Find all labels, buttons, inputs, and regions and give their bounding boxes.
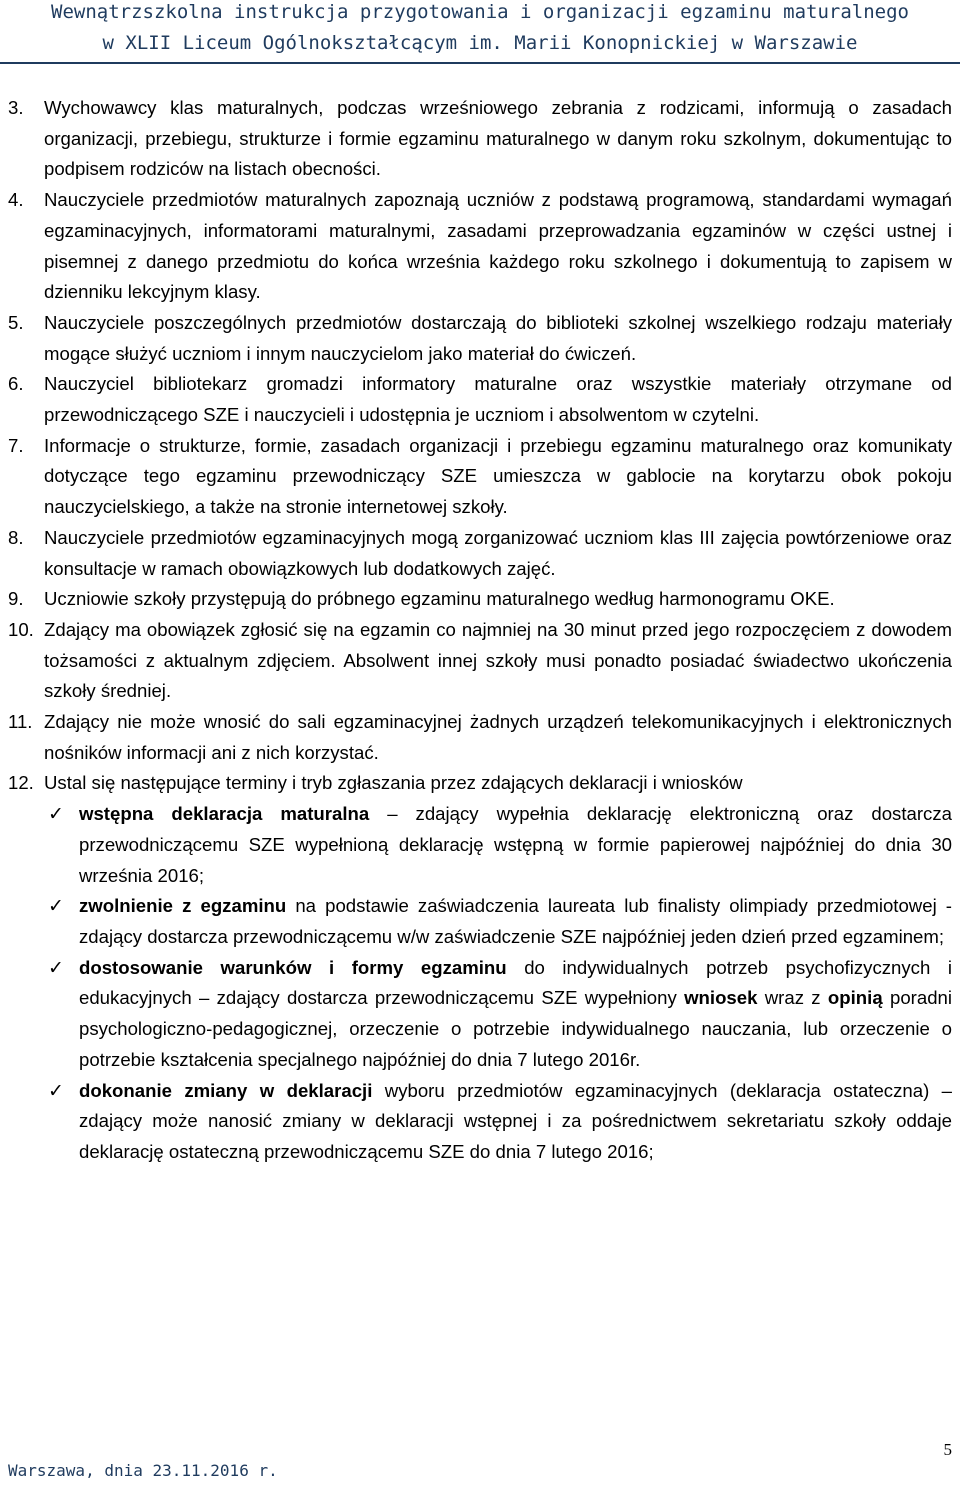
- list-item-text: Nauczyciele przedmiotów maturalnych zapoznają uczniów z podstawą programową, standardami wymagań egzaminacyjnych, informatorami maturalnymi, zasadami przeprowadzania egzaminów w części ustnej i pisemnej z danego przedmiotu do końca września każdego roku szkolnego i dokumentują to zapisem w dzienniku lekcyjnym klasy.: [44, 189, 952, 303]
- checklist-item: [44, 953, 952, 1076]
- checklist-item: [44, 1076, 952, 1168]
- checklist-item-term: opinią: [827, 987, 883, 1009]
- list-item-text: Zdający nie może wnosić do sali egzaminacyjnej żadnych urządzeń telekomunikacyjnych i elektronicznych nośników informacji ani z nich korzystać.: [44, 711, 952, 763]
- header-divider: [0, 62, 960, 64]
- list-item-number: 7.: [8, 434, 24, 456]
- checklist-item-text: – zdający wypełnia deklarację elektroniczną oraz dostarcza przewodniczącemu SZE wypełnioną deklarację wstępną w formie papierowej najpóźniej do dnia 30 września 2016;: [79, 803, 952, 886]
- checklist: [8, 799, 952, 1167]
- checklist-item-text: wraz z: [757, 987, 828, 1009]
- list-item-number: 8.: [8, 526, 24, 548]
- checklist-item-term: dokonanie zmiany w deklaracji: [79, 1079, 373, 1101]
- check-icon: ✓: [48, 895, 64, 918]
- list-item-text: Nauczyciele przedmiotów egzaminacyjnych mogą zorganizować uczniom klas III zajęcia powtórzeniowe oraz konsultacje w ramach obowiązkowych lub dodatkowych zajęć.: [44, 526, 952, 579]
- checklist-item-text: na podstawie zaświadczenia laureata lub finalisty olimpiady przedmiotowej - zdający dostarcza przewodniczącemu w/w zaświadczenie SZE najpóźniej jeden dzień przed egzaminem;: [79, 895, 952, 947]
- list-item-text: Informacje o strukturze, formie, zasadach organizacji i przebiegu egzaminu maturalnego oraz komunikaty dotyczące tego egzaminu przewodniczący SZE umieszcza w gablocie na korytarzu obok pokoju nauczycielskiego, a także na stronie internetowej szkoły.: [44, 434, 952, 518]
- numbered-list: [8, 93, 952, 799]
- list-item-text: Nauczyciele poszczególnych przedmiotów dostarczają do biblioteki szkolnej wszelkiego rodzaju materiały mogące służyć uczniom i innym nauczycielom jako materiał do ćwiczeń.: [44, 311, 952, 364]
- list-item: [8, 707, 952, 768]
- check-icon: ✓: [48, 1079, 64, 1102]
- checklist-item: [44, 799, 952, 891]
- list-item-text: Uczniowie szkoły przystępują do próbnego egzaminu maturalnego według harmonogramu OKE.: [44, 588, 835, 610]
- checklist-item-term: wstępna deklaracja maturalna: [79, 803, 370, 825]
- page-header: [0, 0, 960, 60]
- list-item: [8, 308, 952, 369]
- list-item: [8, 369, 952, 430]
- footer-date: Warszawa, dnia 23.11.2016 r.: [8, 1461, 278, 1480]
- list-item-number: 6.: [8, 373, 24, 395]
- checklist-item-text: poradni psychologiczno-pedagogicznej, orzeczenie o potrzebie indywidualnego nauczania, lub orzeczenie o potrzebie kształcenia specjalnego najpóźniej do dnia 7 lutego 2016r.: [79, 987, 953, 1070]
- list-item: [8, 93, 952, 185]
- check-icon: ✓: [48, 803, 64, 826]
- header-title-line-1: Wewnątrzszkolna instrukcja przygotowania i organizacji egzaminu maturalnego: [51, 1, 909, 23]
- checklist-item-term: wniosek: [684, 987, 758, 1009]
- checklist-item-term: dostosowanie warunków i formy egzaminu: [79, 956, 507, 978]
- list-item: [8, 584, 952, 615]
- list-item-number: 9.: [8, 588, 24, 610]
- list-item-number: 10.: [8, 618, 34, 640]
- list-item-number: 5.: [8, 311, 24, 333]
- list-item-text: Nauczyciel bibliotekarz gromadzi informatory maturalne oraz wszystkie materiały otrzymane od przewodniczącego SZE i nauczycieli i udostępnia je uczniom i absolwentom w czytelni.: [44, 373, 952, 426]
- page-number: 5: [943, 1440, 952, 1459]
- list-item: [8, 768, 952, 799]
- list-item-number: 11.: [8, 711, 33, 733]
- list-item-text: Wychowawcy klas maturalnych, podczas wrześniowego zebrania z rodzicami, informują o zasadach organizacji, przebiegu, strukturze i formie egzaminu maturalnego w danym roku szkolnym, dokumentując to podpisem rodziców na listach obecności.: [44, 97, 952, 180]
- list-item-number: 4.: [8, 189, 24, 211]
- checklist-item-term: zwolnienie z egzaminu: [79, 895, 287, 917]
- list-item-number: 12.: [8, 772, 34, 794]
- list-item: [8, 523, 952, 584]
- document-body: [8, 93, 952, 1168]
- checklist-item-text: do indywidualnych potrzeb psychofizycznych i edukacyjnych – zdający dostarcza przewodniczącemu SZE wypełniony: [79, 956, 952, 1009]
- list-item-number: 3.: [8, 97, 24, 118]
- list-item: [8, 431, 952, 523]
- header-title-line-2: w XLII Liceum Ogólnokształcącym im. Marii Konopnickiej w Warszawie: [102, 32, 858, 54]
- list-item: [8, 185, 952, 308]
- list-item: [8, 615, 952, 707]
- checklist-item-text: wyboru przedmiotów egzaminacyjnych (deklaracja ostateczna) – zdający może nanosić zmiany w deklaracji wstępnej i za pośrednictwem sekretariatu szkoły oddaje deklarację ostateczną przewodniczącemu SZE do dnia 7 lutego 2016;: [79, 1079, 952, 1162]
- list-item-text: Zdający ma obowiązek zgłosić się na egzamin co najmniej na 30 minut przed jego rozpoczęciem z dowodem tożsamości z aktualnym zdjęciem. Absolwent innej szkoły musi ponadto posiadać świadectwo ukończenia szkoły średniej.: [44, 618, 952, 702]
- list-item-text: Ustal się następujące terminy i tryb zgłaszania przez zdających deklaracji i wniosków: [44, 772, 743, 794]
- check-icon: ✓: [48, 956, 64, 979]
- checklist-item: [44, 891, 952, 952]
